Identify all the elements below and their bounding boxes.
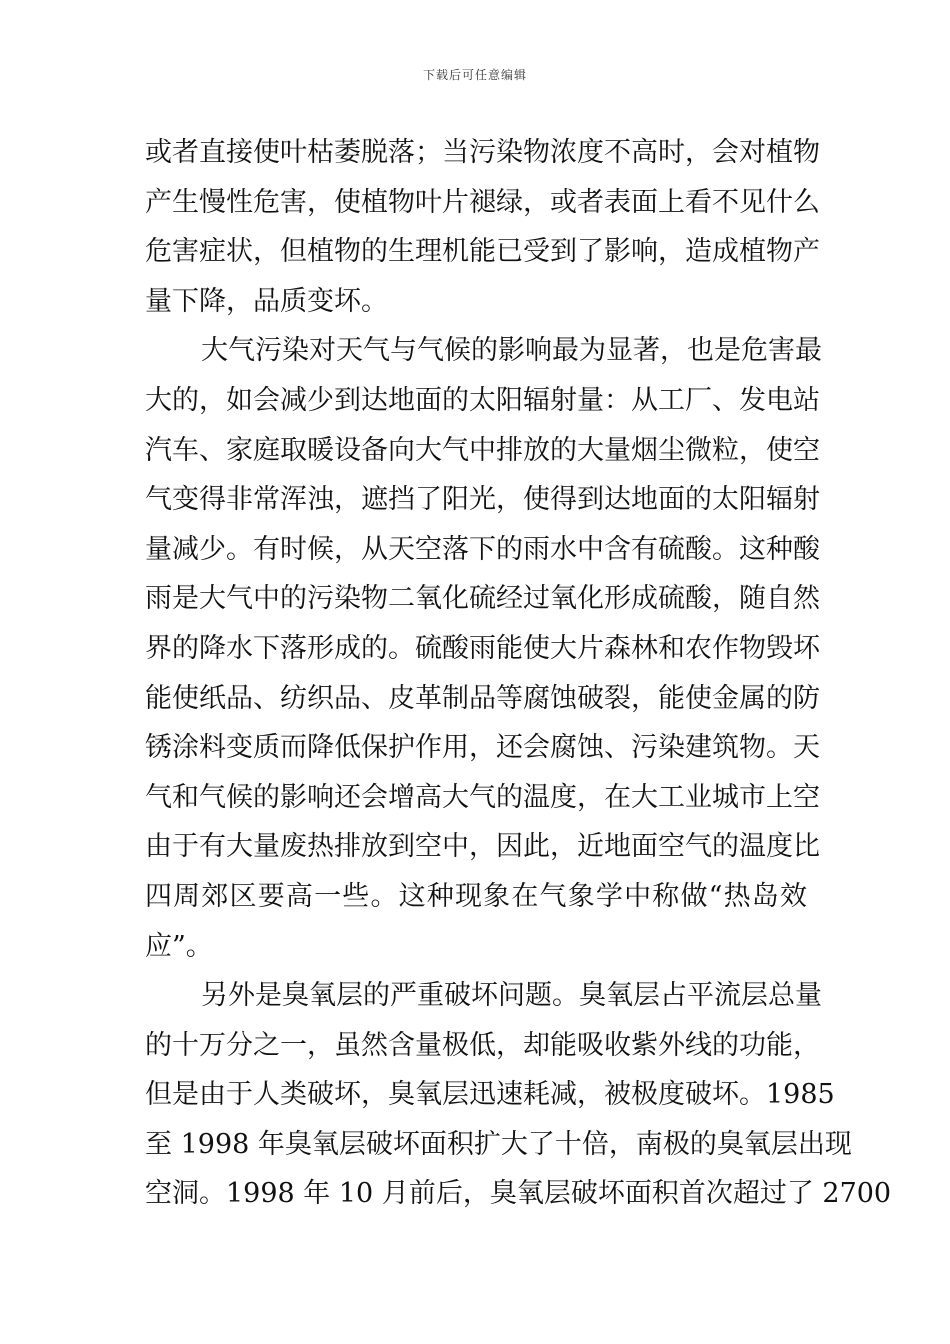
paragraph: [145, 971, 892, 1219]
text-line: 但是由于人类破坏，臭氧层迅速耗减，被极度破坏。1985: [145, 1079, 835, 1111]
paragraph: [145, 128, 820, 326]
paragraph: [145, 326, 822, 971]
page-header: 下载后可任意编辑: [422, 68, 527, 82]
text-line: 界的降水下落形成的。硫酸雨能使大片森林和农作物毁坏: [145, 632, 820, 664]
text-line: 能使纸品、纺织品、皮革制品等腐蚀破裂，能使金属的防: [145, 682, 820, 714]
text-line: 雨是大气中的污染物二氧化硫经过氧化形成硫酸，随自然: [145, 583, 820, 615]
text-line: 汽车、家庭取暖设备向大气中排放的大量烟尘微粒，使空: [145, 434, 820, 466]
text-line: 大的，如会减少到达地面的太阳辐射量：从工厂、发电站: [145, 384, 820, 416]
text-line: 大气污染对天气与气候的影响最为显著，也是危害最: [201, 335, 822, 367]
text-line: 的十万分之一，虽然含量极低，却能吸收紫外线的功能，: [145, 1029, 820, 1061]
text-line: 或者直接使叶枯萎脱落；当污染物浓度不高时，会对植物: [145, 137, 820, 168]
text-line: 空洞。1998 年 10 月前后，臭氧层破坏面积首次超过了 2700: [145, 1178, 892, 1210]
text-line: 产生慢性危害，使植物叶片褪绿，或者表面上看不见什么: [145, 186, 820, 218]
text-line: 锈涂料变质而降低保护作用，还会腐蚀、污染建筑物。天: [145, 732, 820, 764]
text-line: 应”。: [145, 930, 213, 962]
document-body: [145, 128, 892, 1219]
text-line: 气变得非常浑浊，遮挡了阳光，使得到达地面的太阳辐射: [145, 484, 820, 516]
text-line: 量减少。有时候，从天空落下的雨水中含有硫酸。这种酸: [145, 533, 820, 565]
text-line: 由于有大量废热排放到空中，因此，近地面空气的温度比: [145, 831, 820, 863]
text-line: 四周郊区要高一些。这种现象在气象学中称做“热岛效: [145, 880, 807, 912]
text-line: 危害症状，但植物的生理机能已受到了影响，造成植物产: [145, 236, 820, 268]
text-line: 量下降，品质变坏。: [145, 285, 388, 317]
text-line: 另外是臭氧层的严重破坏问题。臭氧层占平流层总量: [201, 980, 822, 1012]
text-line: 气和气候的影响还会增高大气的温度，在大工业城市上空: [145, 781, 820, 813]
text-line: 至 1998 年臭氧层破坏面积扩大了十倍，南极的臭氧层出现: [145, 1128, 852, 1160]
